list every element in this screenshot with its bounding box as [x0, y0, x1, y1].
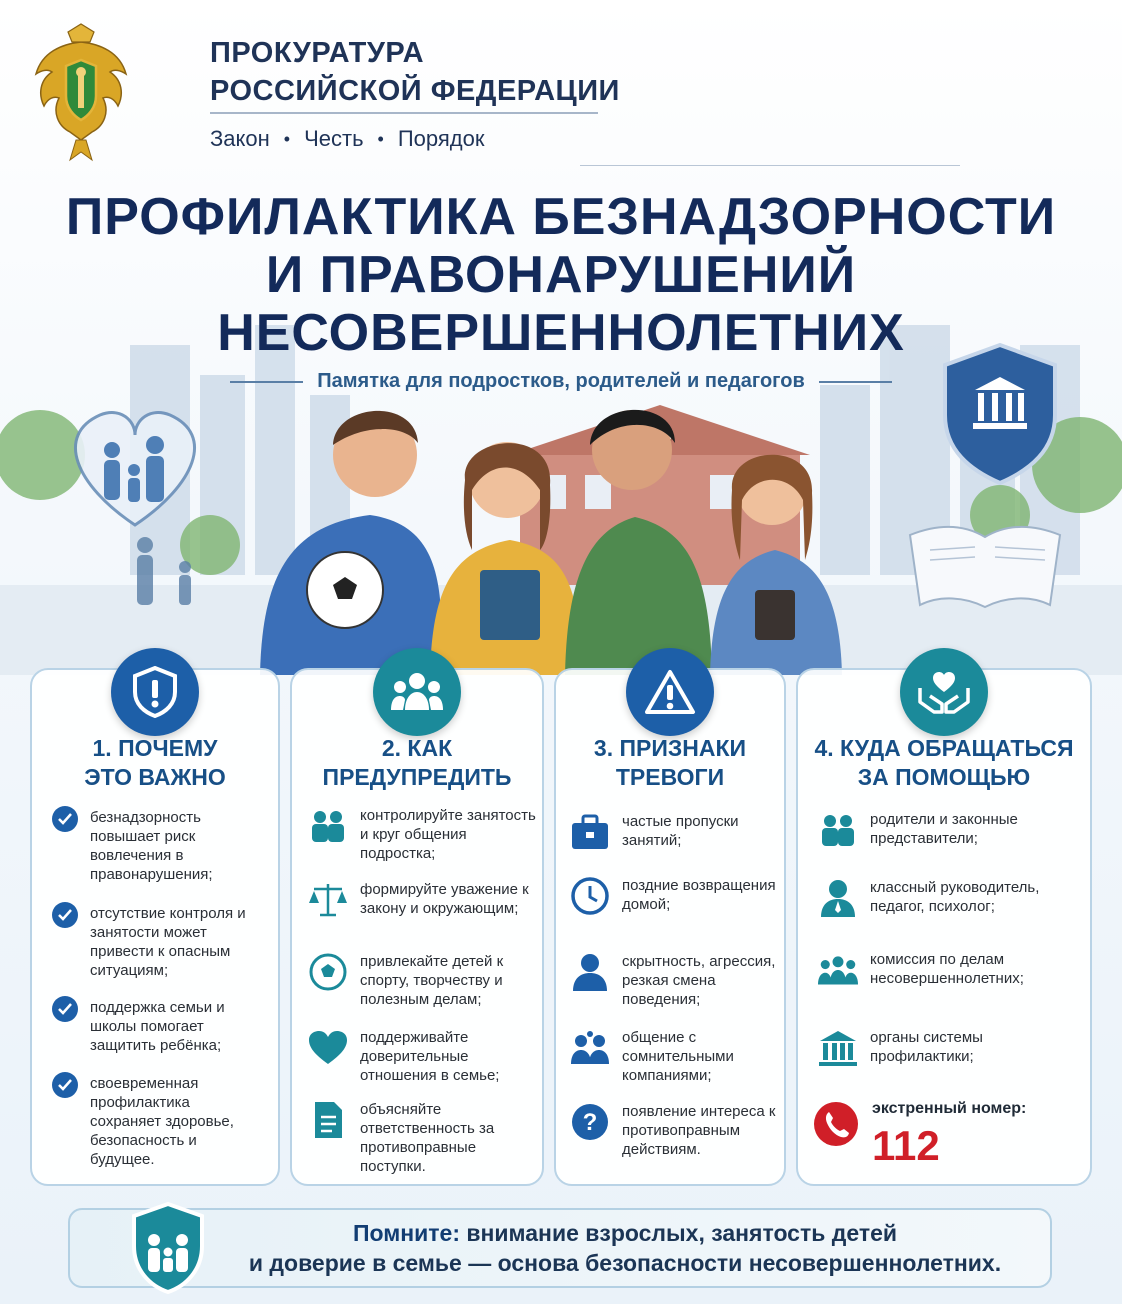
- card-title-line1: 4. КУДА ОБРАЩАТЬСЯ: [814, 735, 1074, 761]
- check-icon: [52, 1072, 78, 1098]
- card-title: [32, 734, 278, 792]
- warning-icon: [626, 648, 714, 736]
- shield-family-icon: [128, 1200, 208, 1296]
- card-title-line2: ЗА ПОМОЩЬЮ: [857, 764, 1031, 790]
- people-icon: [308, 806, 348, 846]
- heart-icon: [308, 1028, 348, 1068]
- subtitle-row: [230, 370, 892, 393]
- org-name-line2: РОССИЙСКОЙ ФЕДЕРАЦИИ: [210, 75, 620, 107]
- list-item-text: отсутствие контроля и занятости может привести к опасным ситуациям;: [90, 905, 246, 979]
- card-title-line1: 2. КАК: [381, 735, 453, 761]
- card-title-line2: ТРЕВОГИ: [615, 764, 725, 790]
- list-item-text: формируйте уважение к закону и окружающим;: [360, 881, 529, 917]
- card-title-line1: 3. ПРИЗНАКИ: [593, 735, 747, 761]
- person-icon: [570, 952, 610, 992]
- phone-icon: [812, 1100, 860, 1148]
- list-item: [308, 1028, 538, 1085]
- list-item-text: органы системы профилактики;: [870, 1029, 983, 1065]
- list-item: [570, 952, 782, 1009]
- card-where-help: [796, 668, 1092, 1186]
- title-line1: ПРОФИЛАКТИКА БЕЗНАДЗОРНОСТИ: [65, 188, 1057, 246]
- footer-message: [215, 1218, 1035, 1278]
- list-item: [308, 806, 538, 863]
- list-item-text: классный руководитель, педагог, психолог;: [870, 879, 1040, 915]
- footer-line1: внимание взрослых, занятость детей: [466, 1220, 898, 1246]
- motto-order: Порядок: [397, 126, 485, 151]
- emergency-label: экстренный номер:: [872, 1100, 1027, 1117]
- list-item-text: своевременная профилактика сохраняет здоровье, безопасность и будущее.: [90, 1075, 234, 1168]
- card-warning-signs: [554, 668, 786, 1186]
- card-title-line1: 1. ПОЧЕМУ: [92, 735, 218, 761]
- card-title-line2: ПРЕДУПРЕДИТЬ: [322, 764, 512, 790]
- card-title: [292, 734, 542, 792]
- list-item-text: поддерживайте доверительные отношения в семье;: [360, 1029, 500, 1084]
- group-icon: [373, 648, 461, 736]
- shield-exclamation-icon: [111, 648, 199, 736]
- footer-lead: Помните:: [352, 1220, 460, 1246]
- card-title: [556, 734, 784, 792]
- card-title: [798, 734, 1090, 792]
- subtitle-dash-left: [230, 381, 303, 383]
- list-item: [52, 1074, 262, 1169]
- header-rule: [580, 165, 960, 166]
- briefcase-icon: [570, 812, 610, 852]
- list-item: [52, 808, 262, 884]
- list-item: [818, 810, 1080, 850]
- document-icon: [308, 1100, 348, 1140]
- institution-icon: [818, 1028, 858, 1068]
- list-item: [818, 950, 1080, 990]
- list-item-text: поддержка семьи и школы помогает защитить ребёнка;: [90, 999, 225, 1054]
- list-item: [818, 878, 1080, 918]
- org-divider: [210, 112, 598, 114]
- subtitle: Памятка для подростков, родителей и педагогов: [317, 370, 805, 392]
- list-item-text: общение с сомнительными компаниями;: [622, 1029, 734, 1084]
- list-item: [570, 1028, 782, 1085]
- motto-law: Закон: [210, 126, 270, 151]
- list-item: [308, 952, 538, 1009]
- card-how-prevent: [290, 668, 544, 1186]
- list-item: [308, 1100, 538, 1176]
- list-item-text: привлекайте детей к спорту, творчеству и полезным делам;: [360, 953, 504, 1008]
- list-item: [308, 880, 538, 920]
- list-item-text: безнадзорность повышает риск вовлечения в правонарушения;: [90, 809, 213, 883]
- list-item: [570, 876, 782, 916]
- card-why-important: [30, 668, 280, 1186]
- question-icon: [570, 1102, 610, 1142]
- soccer-ball-icon: [308, 952, 348, 992]
- teacher-icon: [818, 878, 858, 918]
- motto-separator: •: [283, 128, 291, 149]
- card-title-line2: ЭТО ВАЖНО: [84, 764, 226, 790]
- hands-heart-icon: [900, 648, 988, 736]
- list-item: [52, 904, 262, 980]
- org-name-line1: ПРОКУРАТУРА: [210, 37, 425, 69]
- parents-icon: [818, 810, 858, 850]
- list-item: [52, 998, 262, 1055]
- list-item-text: появление интереса к противоправным действиям.: [622, 1103, 776, 1158]
- motto-separator: •: [377, 128, 384, 149]
- title-line3: НЕСОВЕРШЕННОЛЕТНИХ: [217, 304, 905, 362]
- org-name: [210, 34, 630, 110]
- list-item-text: поздние возвращения домой;: [622, 877, 776, 913]
- motto-honor: Честь: [304, 126, 364, 151]
- scales-icon: [308, 880, 348, 920]
- footer-line2: и доверие в семье — основа безопасности несовершеннолетних.: [248, 1250, 1002, 1276]
- check-icon: [52, 996, 78, 1022]
- list-item-text: скрытность, агрессия, резкая смена поведения;: [622, 953, 776, 1008]
- svg-text:?: ?: [582, 1109, 598, 1136]
- check-icon: [52, 902, 78, 928]
- motto: [210, 126, 485, 152]
- list-item: [570, 1102, 782, 1159]
- list-item-text: частые пропуски занятий;: [622, 813, 739, 849]
- emergency-number: 112: [872, 1122, 940, 1169]
- prosecutor-emblem-icon: [32, 22, 130, 164]
- commission-icon: [818, 950, 858, 990]
- list-item-text: родители и законные представители;: [870, 811, 1018, 847]
- title-line2: И ПРАВОНАРУШЕНИЙ: [265, 246, 857, 304]
- list-item: [570, 812, 782, 852]
- group-people-icon: [570, 1028, 610, 1068]
- clock-icon: [570, 876, 610, 916]
- check-icon: [52, 806, 78, 832]
- subtitle-dash-right: [819, 381, 892, 383]
- page-title: [0, 188, 1122, 362]
- list-item-text: контролируйте занятость и круг общения подростка;: [360, 807, 536, 862]
- list-item-text: комиссия по делам несовершеннолетних;: [870, 951, 1024, 987]
- list-item: [818, 1028, 1080, 1068]
- list-item-text: объясняйте ответственность за противоправные поступки.: [360, 1101, 495, 1175]
